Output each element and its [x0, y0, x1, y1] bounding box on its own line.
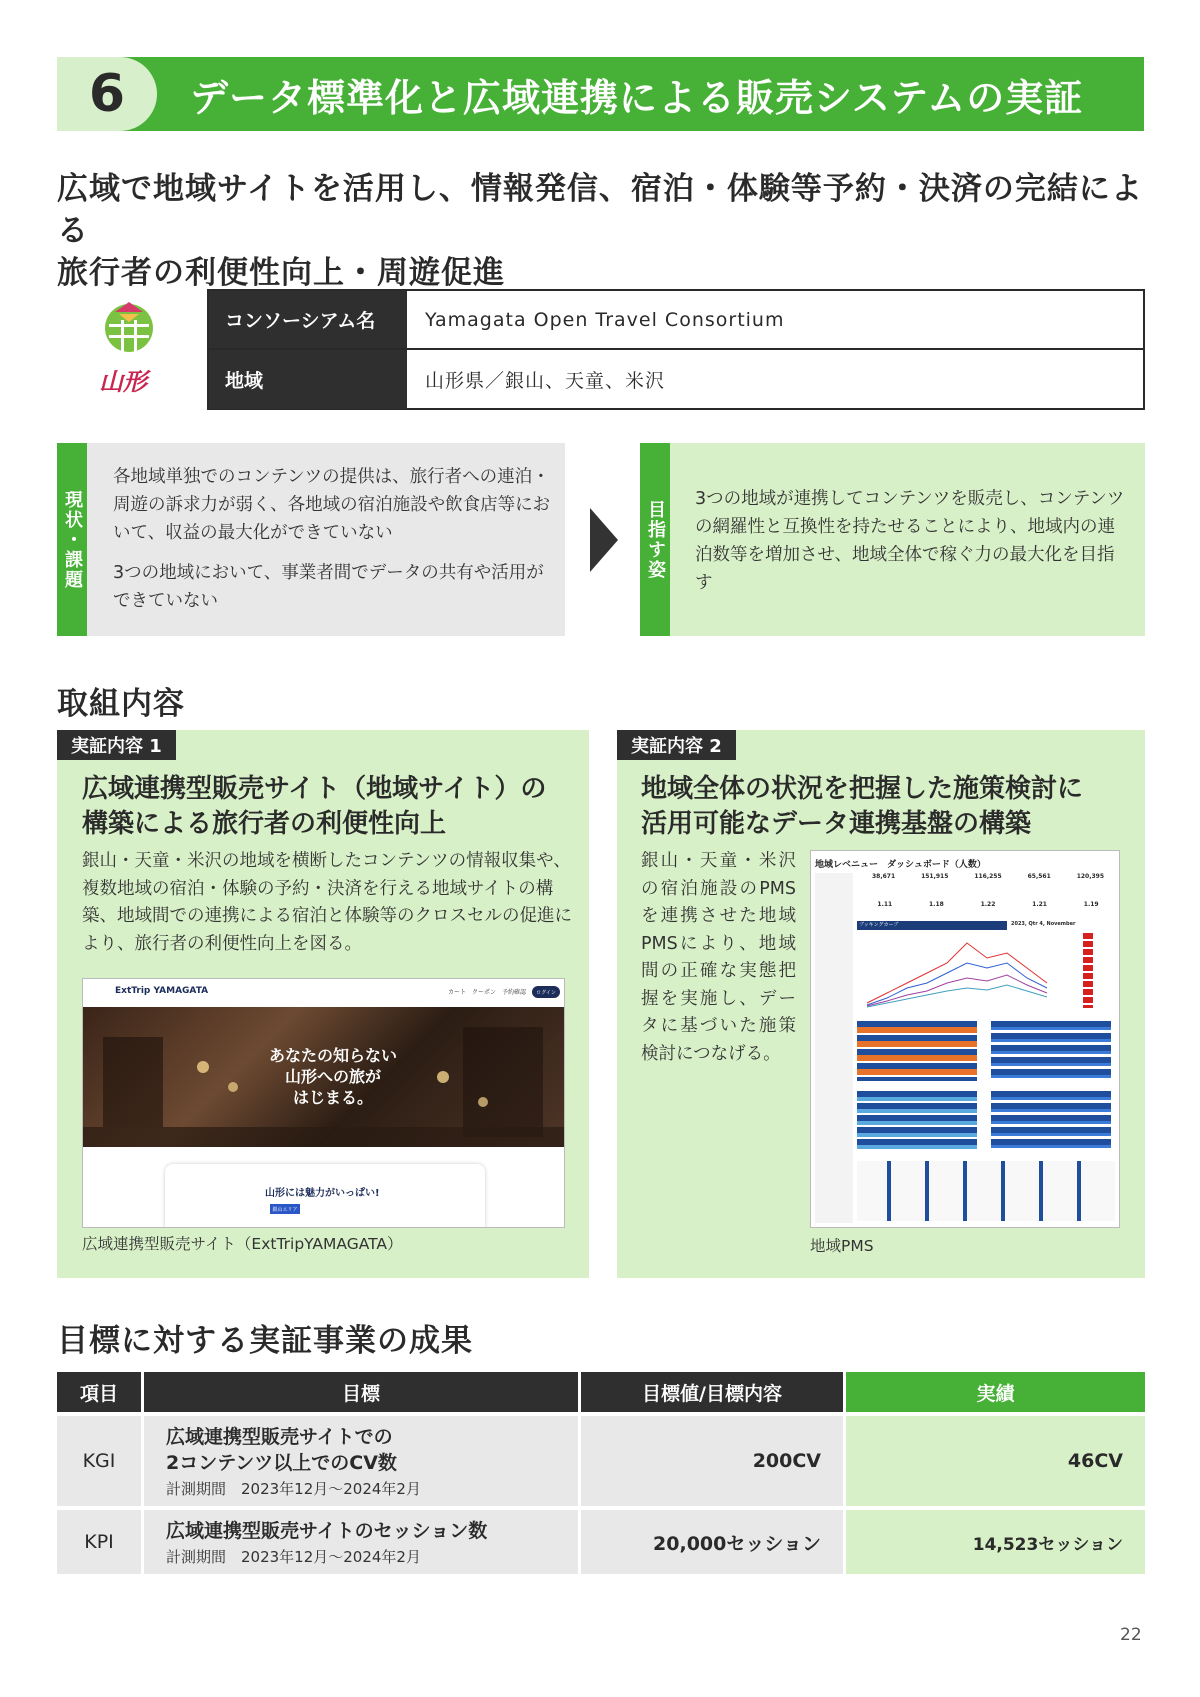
- website-caption: 広域連携型販売サイト（ExtTripYAMAGATA）: [82, 1235, 403, 1253]
- results-heading: 目標に対する実証事業の成果: [57, 1323, 473, 1359]
- row-kpi-item: KPI: [57, 1510, 141, 1574]
- row-kgi-target: 200CV: [581, 1416, 843, 1506]
- initiative-body-2: 銀山・天童・米沢の宿泊施設のPMSを連携させた地域PMSにより、地域間の正確な実態把握を実施し、データに基づいた施策検討につなげる。: [641, 851, 796, 1064]
- col-header-actual: 実績: [846, 1372, 1145, 1412]
- site-hero-image: [83, 1007, 564, 1147]
- dashboard-kpi2-2: 1.18: [928, 901, 944, 908]
- site-card-title: 山形には魅力がいっぱい!: [265, 1188, 380, 1199]
- row-kpi-target: 20,000セッション: [581, 1510, 843, 1574]
- site-hero-line-3: はじまる。: [292, 1088, 373, 1107]
- initiative-tag-1: 実証内容 1: [57, 730, 176, 760]
- current-issue-2: 3つの地域において、事業者間でデータの共有や活用ができていない: [113, 563, 544, 611]
- dashboard-kpi-row-2: [859, 901, 1117, 921]
- dashboard-kpi2-1: 1.11: [877, 901, 893, 908]
- site-login-button: ログイン: [532, 986, 560, 998]
- col-header-target: 目標値/目標内容: [581, 1372, 843, 1412]
- subtitle-line-2: 旅行者の利便性向上・周遊促進: [57, 255, 505, 291]
- info-row-region: [209, 350, 1143, 409]
- dashboard-bars-right: [991, 1021, 1111, 1081]
- dashboard-bars-right-2: [991, 1091, 1111, 1151]
- dashboard-kpi-2: 151,915: [921, 873, 949, 880]
- col-header-goal: 目標: [144, 1372, 578, 1412]
- row-kgi-goal-line-2: 2コンテンツ以上でのCV数: [166, 1452, 397, 1474]
- arrow-right-icon: [590, 508, 618, 572]
- row-kgi-goal-line-1: 広域連携型販売サイトでの: [166, 1426, 393, 1448]
- dashboard-table-bottom: [857, 1161, 1115, 1221]
- consortium-value: Yamagata Open Travel Consortium: [425, 308, 785, 331]
- row-kgi-item: KGI: [57, 1416, 141, 1506]
- section-title: データ標準化と広域連携による販売システムの実証: [190, 75, 1084, 120]
- site-hero-line-1: あなたの知らない: [268, 1046, 397, 1065]
- row-kgi-actual: 46CV: [846, 1416, 1145, 1506]
- site-nav: [83, 979, 564, 1007]
- initiative-title-1-line-2: 構築による旅行者の利便性向上: [82, 809, 447, 839]
- consortium-label: コンソーシアム名: [209, 291, 407, 348]
- initiative-title-1: [82, 772, 582, 842]
- site-logo: ExtTrip YAMAGATA: [115, 986, 209, 996]
- dashboard-booking-curve: [857, 933, 1077, 1008]
- dashboard-kpi-row: [859, 873, 1117, 893]
- site-hero-headline: [233, 1045, 433, 1108]
- current-issues-text: [113, 463, 553, 615]
- region-label: 地域: [209, 350, 407, 409]
- row-kpi-goal: [144, 1510, 578, 1574]
- yamagata-logo: [95, 300, 163, 395]
- row-kpi-goal-line-1: 広域連携型販売サイトのセッション数: [166, 1520, 488, 1542]
- dashboard-kpi2-5: 1.19: [1083, 901, 1099, 908]
- region-value: 山形県／銀山、天童、米沢: [425, 370, 666, 392]
- dashboard-screenshot: [810, 850, 1120, 1228]
- dashboard-sidebar: [815, 873, 853, 1223]
- site-card-button: 銀山エリア: [270, 1204, 300, 1214]
- initiative-title-2-line-1: 地域全体の状況を把握した施策検討に: [641, 774, 1084, 804]
- website-screenshot: [82, 978, 565, 1228]
- goal-text: 3つの地域が連携してコンテンツを販売し、コンテンツの網羅性と互換性を持たせることにより、地域内の連泊数等を増加させ、地域全体で稼ぐ力の最大化を目指す: [695, 489, 1125, 593]
- dashboard-kpi-3: 116,255: [974, 873, 1002, 880]
- initiatives-heading: 取組内容: [57, 686, 185, 722]
- col-header-item: 項目: [57, 1372, 141, 1412]
- site-card: [165, 1164, 485, 1228]
- dashboard-chart-label: ブッキングカーブ: [857, 921, 1007, 930]
- goal-label: 目指す姿: [640, 443, 670, 636]
- page-number: 22: [1120, 1625, 1142, 1645]
- current-issues-label: 現状・課題: [57, 443, 87, 636]
- dashboard-red-column: [1083, 933, 1093, 1008]
- current-issue-1: 各地域単独でのコンテンツの提供は、旅行者への連泊・周遊の訴求力が弱く、各地域の宿泊施設や飲食店等において、収益の最大化ができていない: [113, 467, 551, 543]
- section-number: 6: [57, 57, 157, 131]
- dashboard-title: 地域レベニュー ダッシュボード（人数）: [815, 860, 986, 870]
- dashboard-kpi2-3: 1.22: [980, 901, 996, 908]
- initiative-tag-2: 実証内容 2: [617, 730, 736, 760]
- dashboard-bars-left: [857, 1021, 977, 1081]
- initiative-body-1: 銀山・天童・米沢の地域を横断したコンテンツの情報収集や、複数地域の宿泊・体験の予約・決済を行える地域サイトの構築、地域間での連携による宿泊と体験等のクロスセルの促進により、旅行者の利便性向上を図る。: [82, 851, 572, 954]
- subtitle-line-1: 広域で地域サイトを活用し、情報発信、宿泊・体験等予約・決済の完結による: [57, 171, 1143, 249]
- initiative-title-1-line-1: 広域連携型販売サイト（地域サイト）の: [82, 774, 547, 804]
- logo-text: 山形: [99, 368, 147, 396]
- row-kgi-period: 計測期間 2023年12月～2024年2月: [166, 1480, 421, 1498]
- dashboard-kpi-1: 38,671: [871, 873, 896, 880]
- dashboard-kpi-5: 120,395: [1076, 873, 1105, 880]
- dashboard-date-label: 2023, Qtr 4, November: [1011, 921, 1076, 927]
- row-kpi-actual: 14,523セッション: [846, 1510, 1145, 1574]
- initiative-title-2: [641, 772, 1141, 842]
- subtitle: [57, 168, 1157, 294]
- row-kpi-period: 計測期間 2023年12月～2024年2月: [166, 1548, 421, 1566]
- initiative-title-2-line-2: 活用可能なデータ連携基盤の構築: [641, 809, 1032, 839]
- row-kgi-goal: [144, 1416, 578, 1506]
- dashboard-caption: 地域PMS: [810, 1237, 874, 1255]
- dashboard-kpi2-4: 1.21: [1032, 901, 1047, 908]
- dashboard-kpi-4: 65,561: [1027, 873, 1051, 880]
- site-nav-links: カート クーポン 予約確認: [447, 989, 526, 996]
- info-table: [207, 289, 1145, 410]
- info-row-consortium: [209, 291, 1143, 350]
- site-hero-line-2: 山形への旅が: [284, 1067, 381, 1086]
- dashboard-bars-left-2: [857, 1091, 977, 1151]
